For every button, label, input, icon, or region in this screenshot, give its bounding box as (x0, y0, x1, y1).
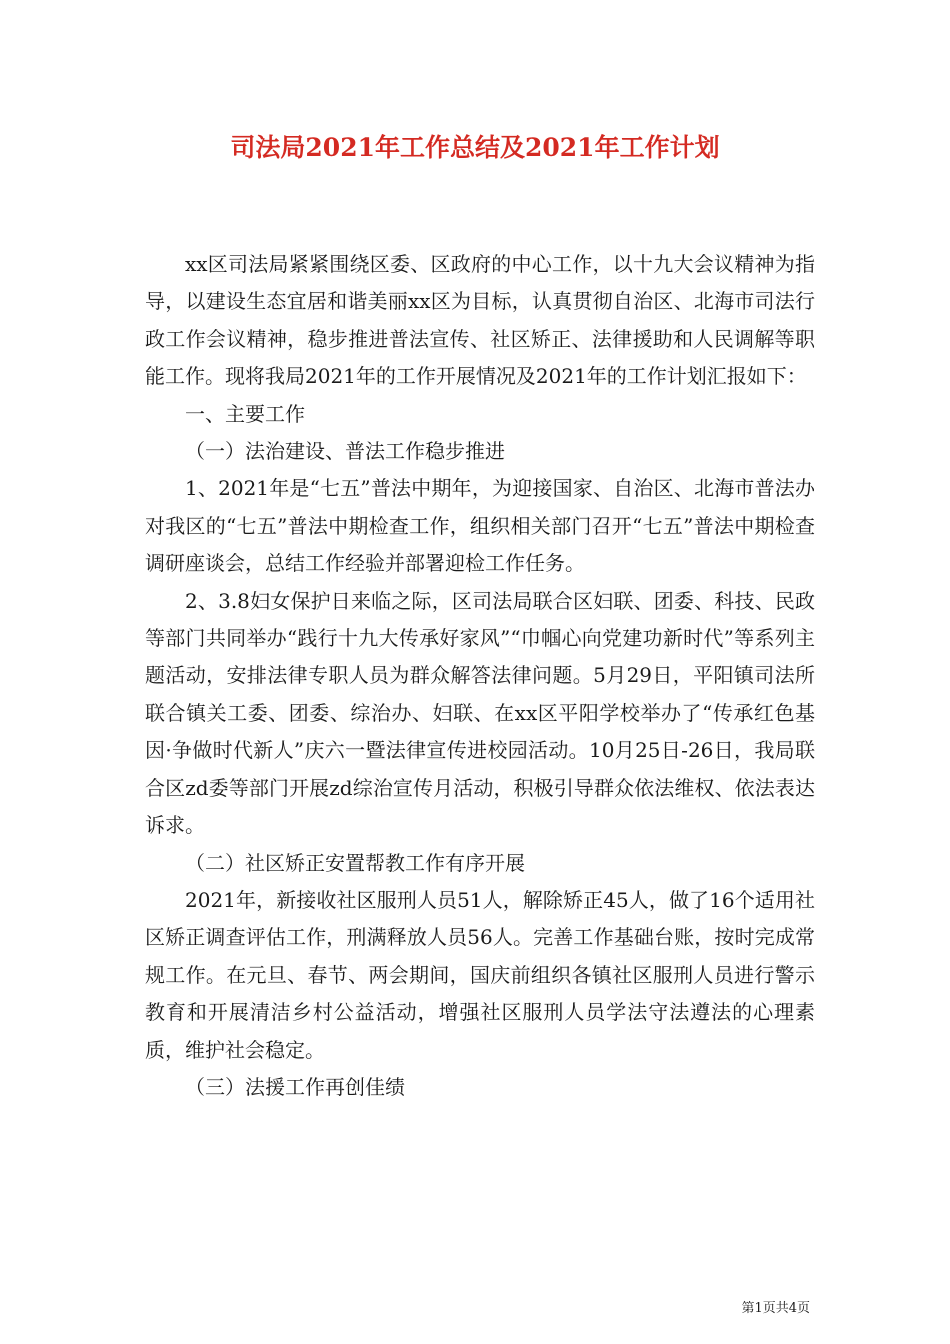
paragraph-item-2: 2、3.8妇女保护日来临之际，区司法局联合区妇联、团委、科技、民政等部门共同举办“践行十九大传承好家风”“巾帼心向党建功新时代”等系列主题活动，安排法律专职人员为群众解答法律问题。5月29日，平阳镇司法所联合镇关工委、团委、综治办、妇联、在xx区平阳学校举办了“传承红色基因·争做时代新人”庆六一暨法律宣传进校园活动。10月25日-26日，我局联合区zd委等部门开展zd综治宣传月活动，积极引导群众依法维权、依法表达诉求。 (145, 588, 815, 838)
subsection-heading-1: （一）法治建设、普法工作稳步推进 (185, 439, 505, 464)
page-number: 第1页共4页 (741, 1301, 810, 1316)
section-heading-main-work: 一、主要工作 (185, 401, 305, 426)
subsection-heading-3: （三）法援工作再创佳绩 (185, 1074, 405, 1099)
paragraph-community-correction: 2021年，新接收社区服刑人员51人，解除矫正45人，做了16个适用社区矫正调查评估工作，刑满释放人员56人。完善工作基础台账，按时完成常规工作。在元旦、春节、两会期间，国庆前组织各镇社区服刑人员进行警示教育和开展清洁乡村公益活动，增强社区服刑人员学法守法遵法的心理素质，维护社会稳定。 (145, 887, 815, 1062)
paragraph-intro: xx区司法局紧紧围绕区委、区政府的中心工作，以十九大会议精神为指导，以建设生态宜居和谐美丽xx区为目标，认真贯彻自治区、北海市司法行政工作会议精神，稳步推进普法宣传、社区矫正、法律援助和人民调解等职能工作。现将我局2021年的工作开展情况及2021年的工作计划汇报如下： (145, 252, 815, 389)
paragraph-item-1: 1、2021年是“七五”普法中期年，为迎接国家、自治区、北海市普法办对我区的“七五”普法中期检查工作，组织相关部门召开“七五”普法中期检查调研座谈会，总结工作经验并部署迎检工作任务。 (145, 476, 815, 576)
document-title: 司法局2021年工作总结及2021年工作计划 (230, 133, 720, 162)
subsection-heading-2: （二）社区矫正安置帮教工作有序开展 (185, 850, 525, 875)
document-body (145, 246, 815, 1106)
